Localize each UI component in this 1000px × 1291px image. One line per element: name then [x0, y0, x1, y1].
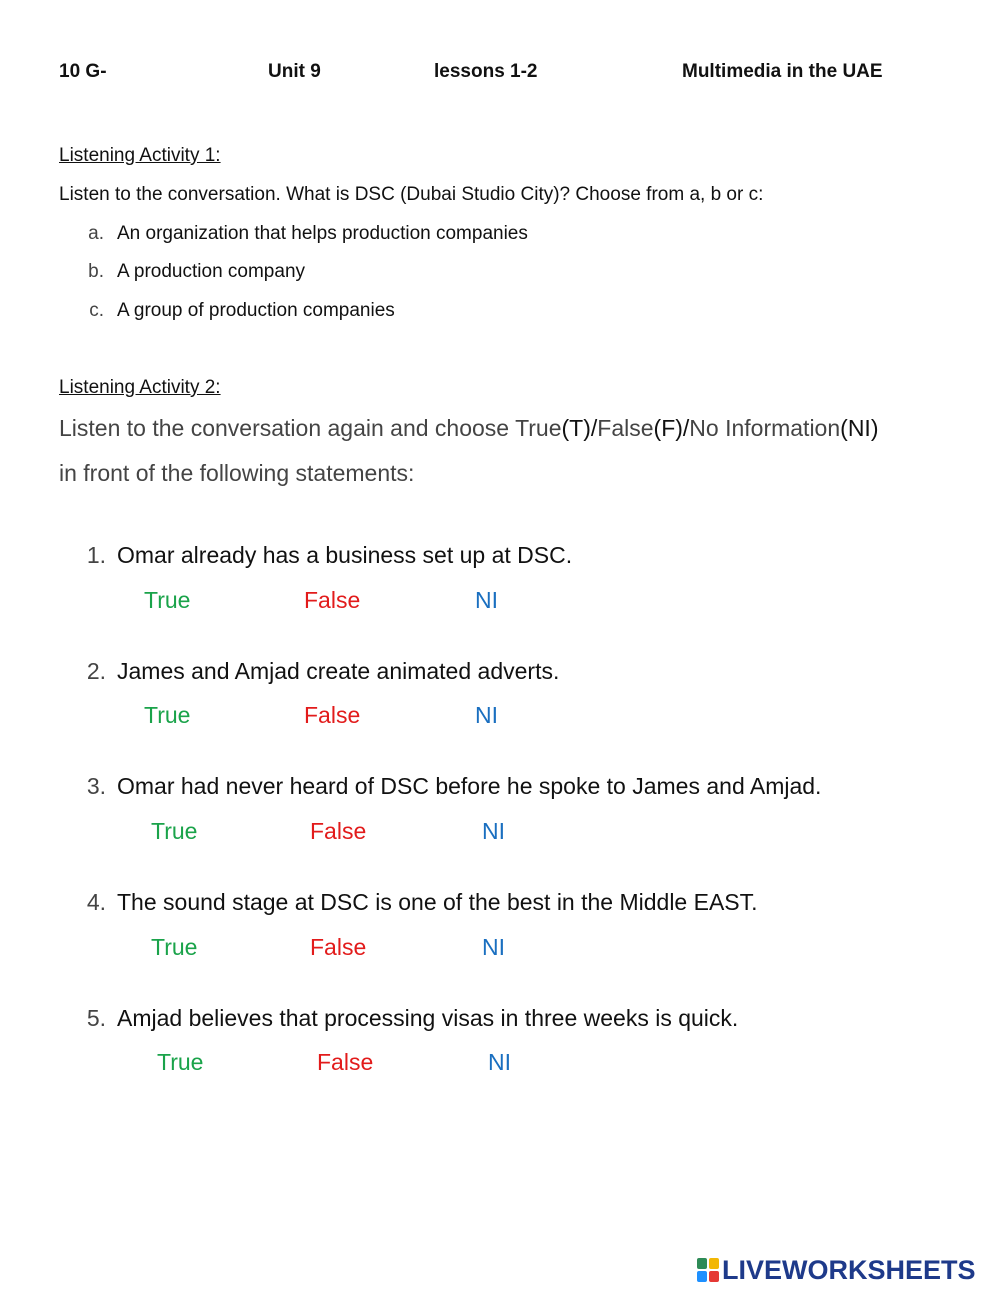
activity2-instruction-line2: in front of the following statements:	[59, 460, 415, 486]
instruction-part: No Information	[689, 415, 841, 441]
choice-true[interactable]: True	[151, 818, 198, 844]
topic-label: Multimedia in the UAE	[682, 61, 883, 82]
lessons-label: lessons 1-2	[434, 61, 538, 82]
choice-ni[interactable]: NI	[475, 587, 498, 613]
option-c[interactable]: A group of production companies	[117, 300, 395, 321]
logo-text: LIVEWORKSHEETS	[722, 1255, 976, 1285]
choice-true[interactable]: True	[157, 1049, 204, 1075]
grade-label: 10 G-	[59, 61, 107, 82]
choice-false[interactable]: False	[317, 1049, 374, 1075]
choice-ni[interactable]: NI	[482, 934, 505, 960]
choice-false[interactable]: False	[304, 702, 361, 728]
question-text: Omar already has a business set up at DSC.	[117, 542, 573, 568]
question-number: 3.	[86, 773, 106, 799]
question-text: James and Amjad create animated adverts.	[117, 658, 560, 684]
instruction-part: (NI)	[840, 415, 879, 441]
option-marker: b.	[88, 261, 104, 282]
choice-true[interactable]: True	[144, 587, 191, 613]
choice-ni[interactable]: NI	[482, 818, 505, 844]
option-a[interactable]: An organization that helps production companies	[117, 223, 528, 244]
option-marker: c.	[89, 300, 104, 321]
activity1-title: Listening Activity 1:	[59, 145, 221, 166]
choice-true[interactable]: True	[144, 702, 191, 728]
option-marker: a.	[88, 223, 104, 244]
instruction-part: Listen to the conversation again and choose True	[59, 415, 562, 441]
choice-false[interactable]: False	[304, 587, 361, 613]
question-text: The sound stage at DSC is one of the best in the Middle EAST.	[117, 889, 758, 915]
instruction-part: False	[597, 415, 654, 441]
activity2-instruction-line1	[59, 415, 878, 442]
instruction-part: (T)/	[561, 415, 598, 441]
question-number: 2.	[86, 658, 106, 684]
choice-false[interactable]: False	[310, 818, 367, 844]
liveworksheets-logo-icon	[697, 1258, 719, 1282]
option-b[interactable]: A production company	[117, 261, 306, 282]
question-number: 5.	[86, 1005, 106, 1031]
question-number: 4.	[86, 889, 106, 915]
choice-false[interactable]: False	[310, 934, 367, 960]
instruction-part: (F)/	[653, 415, 690, 441]
question-text: Amjad believes that processing visas in three weeks is quick.	[117, 1005, 739, 1031]
activity1-instruction: Listen to the conversation. What is DSC (Dubai Studio City)? Choose from a, b or c:	[59, 184, 764, 205]
question-number: 1.	[86, 542, 106, 568]
question-text: Omar had never heard of DSC before he spoke to James and Amjad.	[117, 773, 822, 799]
liveworksheets-logo	[697, 1256, 997, 1284]
choice-true[interactable]: True	[151, 934, 198, 960]
choice-ni[interactable]: NI	[475, 702, 498, 728]
activity2-title: Listening Activity 2:	[59, 377, 221, 398]
choice-ni[interactable]: NI	[488, 1049, 511, 1075]
unit-label: Unit 9	[268, 61, 321, 82]
